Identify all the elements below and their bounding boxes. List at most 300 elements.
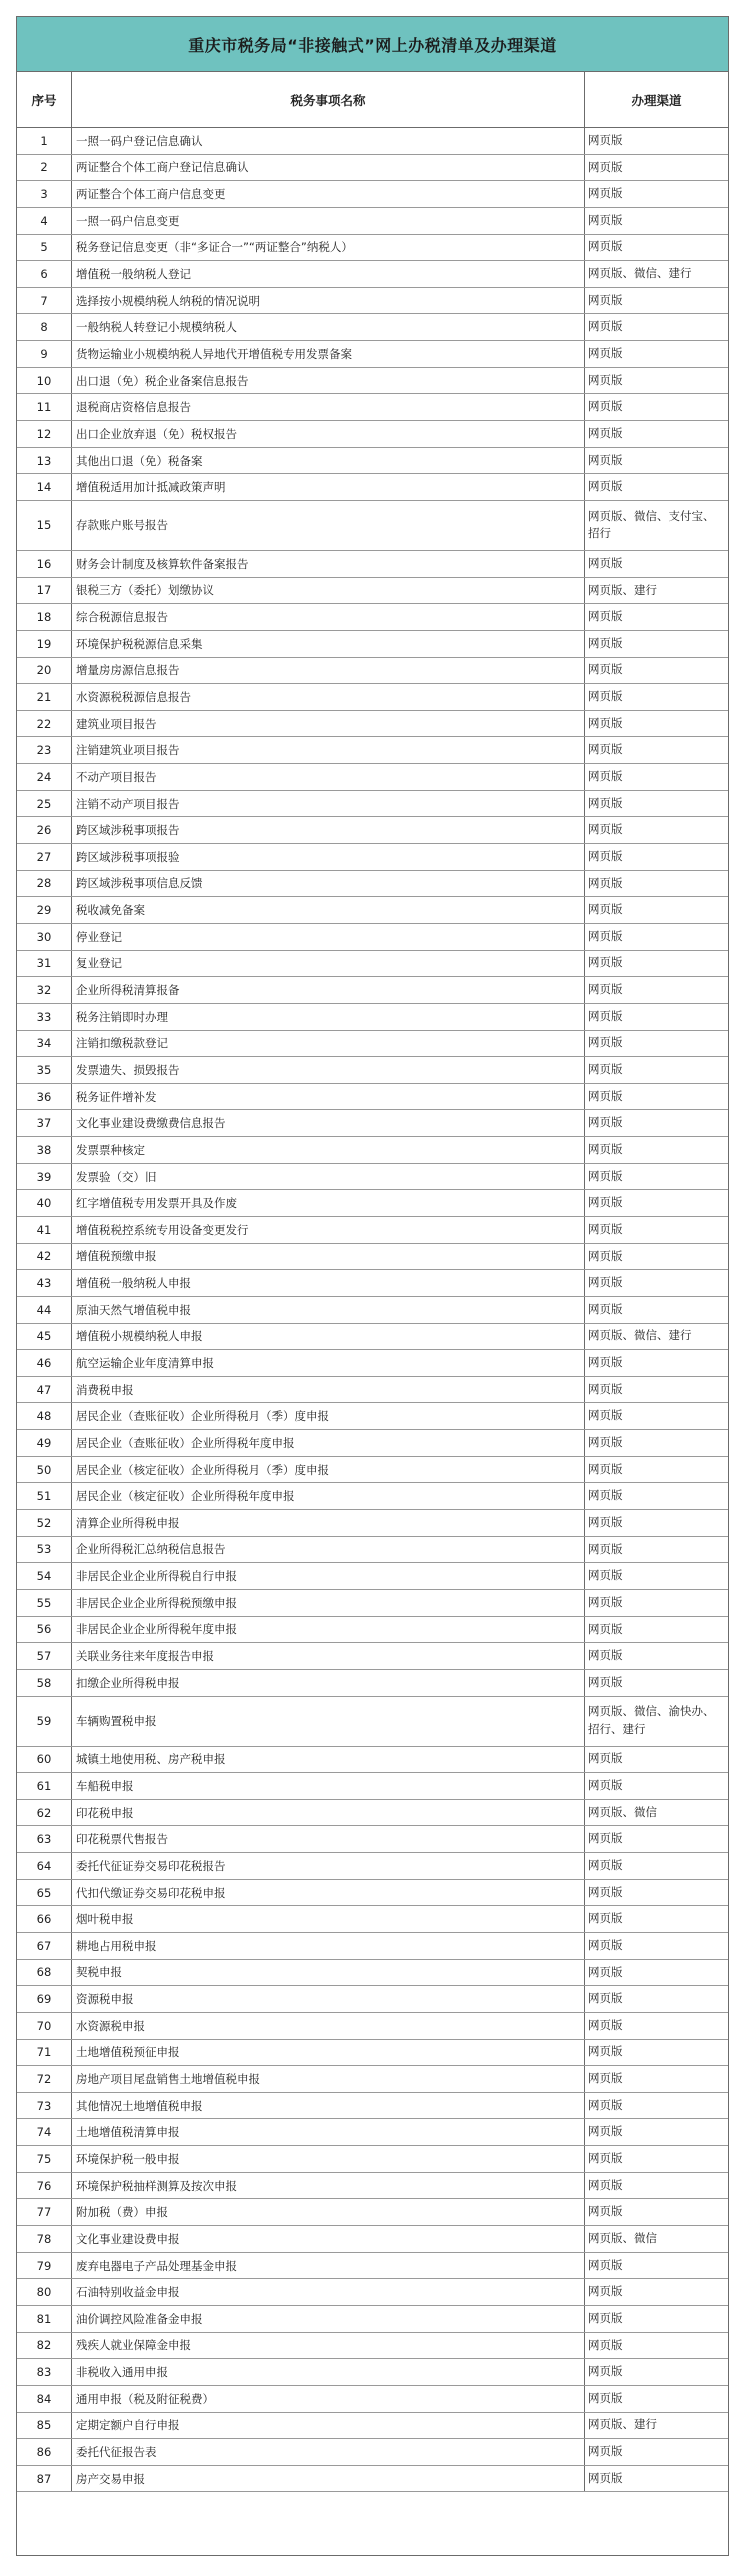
row-channel: 网页版 (588, 212, 623, 227)
row-number: 39 (17, 1164, 72, 1190)
row-number: 87 (17, 2466, 72, 2492)
row-number: 76 (17, 2173, 72, 2199)
row-item-name: 非居民企业企业所得税自行申报 (72, 1563, 585, 1589)
table-row (17, 791, 728, 818)
row-item-name: 不动产项目报告 (72, 764, 585, 790)
table-row (17, 1377, 728, 1404)
row-number: 47 (17, 1377, 72, 1403)
table-row (17, 897, 728, 924)
table-row (17, 1906, 728, 1933)
row-item-name: 环境保护税税源信息采集 (72, 631, 585, 657)
table-row (17, 2119, 728, 2146)
row-number: 30 (17, 924, 72, 950)
table-row (17, 578, 728, 605)
header-no: 序号 (17, 72, 72, 127)
row-item-name: 石油特别收益金申报 (72, 2279, 585, 2305)
row-channel: 网页版 (588, 2177, 623, 2192)
table-row (17, 2333, 728, 2360)
table-row (17, 1510, 728, 1537)
table-row (17, 261, 728, 288)
row-number: 1 (17, 128, 72, 154)
row-number: 38 (17, 1137, 72, 1163)
table-row (17, 2173, 728, 2200)
row-item-name: 两证整合个体工商户信息变更 (72, 181, 585, 207)
row-number: 3 (17, 181, 72, 207)
row-number: 55 (17, 1590, 72, 1616)
row-item-name: 注销扣缴税款登记 (72, 1031, 585, 1057)
row-channel: 网页版 (588, 2390, 623, 2405)
table-row (17, 1643, 728, 1670)
row-item-name: 清算企业所得税申报 (72, 1510, 585, 1536)
row-number: 68 (17, 1960, 72, 1986)
row-item-name: 财务会计制度及核算软件备案报告 (72, 551, 585, 577)
row-channel: 网页版 (588, 1062, 623, 1077)
table-row (17, 448, 728, 475)
row-channel: 网页版 (588, 1408, 623, 1423)
table-row (17, 1430, 728, 1457)
table-row (17, 341, 728, 368)
table-row (17, 2226, 728, 2253)
row-channel: 网页版 (588, 2470, 623, 2485)
table-row (17, 235, 728, 262)
row-item-name: 居民企业（核定征收）企业所得税月（季）度申报 (72, 1457, 585, 1483)
row-item-name: 增量房房源信息报告 (72, 658, 585, 684)
row-channel: 网页版 (588, 1488, 623, 1503)
row-channel: 网页版 (588, 1857, 623, 1872)
row-number: 86 (17, 2439, 72, 2465)
row-item-name: 税务注销即时办理 (72, 1004, 585, 1030)
table-row (17, 844, 728, 871)
table-row (17, 1960, 728, 1987)
table-row (17, 1483, 728, 1510)
row-number: 65 (17, 1880, 72, 1906)
table-row (17, 181, 728, 208)
table-row (17, 394, 728, 421)
table-row (17, 1773, 728, 1800)
row-item-name: 非税收入通用申报 (72, 2359, 585, 2385)
table-row (17, 2093, 728, 2120)
row-number: 72 (17, 2066, 72, 2092)
row-number: 62 (17, 1800, 72, 1826)
row-channel: 网页版 (588, 1674, 623, 1689)
row-item-name: 增值税一般纳税人申报 (72, 1270, 585, 1296)
row-item-name: 车辆购置税申报 (72, 1697, 585, 1746)
row-item-name: 文化事业建设费申报 (72, 2226, 585, 2252)
table-row (17, 1986, 728, 2013)
row-channel: 网页版 (588, 715, 623, 730)
row-number: 79 (17, 2253, 72, 2279)
table-row (17, 951, 728, 978)
row-channel: 网页版 (588, 1435, 623, 1450)
row-item-name: 退税商店资格信息报告 (72, 394, 585, 420)
row-channel: 网页版 (588, 1008, 623, 1023)
row-item-name: 停业登记 (72, 924, 585, 950)
row-number: 70 (17, 2013, 72, 2039)
row-item-name: 资源税申报 (72, 1986, 585, 2012)
table-row (17, 1933, 728, 1960)
row-number: 44 (17, 1297, 72, 1323)
row-channel: 网页版 (588, 452, 623, 467)
row-number: 77 (17, 2199, 72, 2225)
table-row (17, 128, 728, 155)
table-row (17, 1826, 728, 1853)
row-item-name: 跨区域涉税事项报验 (72, 844, 585, 870)
table-row (17, 208, 728, 235)
row-number: 36 (17, 1084, 72, 1110)
row-channel: 网页版、建行 (588, 2417, 657, 2432)
table-row (17, 684, 728, 711)
table-row (17, 1244, 728, 1271)
row-item-name: 其他出口退（免）税备案 (72, 448, 585, 474)
row-item-name: 定期定额户自行申报 (72, 2413, 585, 2439)
row-channel: 网页版 (588, 1035, 623, 1050)
row-channel: 网页版 (588, 2097, 623, 2112)
row-number: 22 (17, 711, 72, 737)
row-item-name: 环境保护税一般申报 (72, 2146, 585, 2172)
table-row (17, 1880, 728, 1907)
row-channel: 网页版 (588, 1648, 623, 1663)
row-number: 32 (17, 977, 72, 1003)
row-item-name: 环境保护税抽样测算及按次申报 (72, 2173, 585, 2199)
row-channel: 网页版 (588, 2044, 623, 2059)
table-row (17, 1217, 728, 1244)
table-title: 重庆市税务局“非接触式”网上办税清单及办理渠道 (17, 17, 728, 72)
row-channel: 网页版 (588, 1541, 623, 1556)
row-channel: 网页版 (588, 1221, 623, 1236)
row-number: 52 (17, 1510, 72, 1536)
row-channel: 网页版 (588, 1991, 623, 2006)
row-channel: 网页版 (588, 2337, 623, 2352)
row-channel: 网页版 (588, 1911, 623, 1926)
row-channel: 网页版 (588, 1381, 623, 1396)
row-item-name: 增值税一般纳税人登记 (72, 261, 585, 287)
table-header (17, 72, 728, 128)
table-row (17, 1590, 728, 1617)
row-item-name: 土地增值税预征申报 (72, 2040, 585, 2066)
row-number: 14 (17, 474, 72, 500)
row-channel: 网页版 (588, 2364, 623, 2379)
row-item-name: 油价调控风险准备金申报 (72, 2306, 585, 2332)
row-item-name: 印花税票代售报告 (72, 1826, 585, 1852)
table-row (17, 1747, 728, 1774)
table-row (17, 2146, 728, 2173)
row-item-name: 税务登记信息变更（非“多证合一”“两证整合”纳税人） (72, 235, 585, 261)
row-channel: 网页版 (588, 1355, 623, 1370)
row-number: 69 (17, 1986, 72, 2012)
row-channel: 网页版 (588, 742, 623, 757)
table-row (17, 658, 728, 685)
row-number: 33 (17, 1004, 72, 1030)
row-item-name: 一般纳税人转登记小规模纳税人 (72, 314, 585, 340)
row-channel: 网页版、建行 (588, 582, 657, 597)
row-item-name: 水资源税申报 (72, 2013, 585, 2039)
row-channel: 网页版、微信 (588, 2230, 657, 2245)
row-item-name: 城镇土地使用税、房产税申报 (72, 1747, 585, 1773)
row-channel: 网页版 (588, 2204, 623, 2219)
row-number: 84 (17, 2386, 72, 2412)
row-number: 10 (17, 368, 72, 394)
table-row (17, 1084, 728, 1111)
row-channel: 网页版 (588, 399, 623, 414)
row-number: 16 (17, 551, 72, 577)
table-row (17, 977, 728, 1004)
row-channel: 网页版、微信 (588, 1804, 657, 1819)
row-number: 82 (17, 2333, 72, 2359)
row-channel: 网页版 (588, 1461, 623, 1476)
row-item-name: 税收减免备案 (72, 897, 585, 923)
table-row (17, 288, 728, 315)
row-item-name: 车船税申报 (72, 1773, 585, 1799)
row-item-name: 增值税适用加计抵减政策声明 (72, 474, 585, 500)
row-item-name: 原油天然气增值税申报 (72, 1297, 585, 1323)
row-number: 45 (17, 1324, 72, 1350)
row-channel: 网页版 (588, 1568, 623, 1583)
row-number: 12 (17, 421, 72, 447)
row-number: 71 (17, 2040, 72, 2066)
row-number: 73 (17, 2093, 72, 2119)
row-number: 40 (17, 1190, 72, 1216)
table-row (17, 2040, 728, 2067)
table-row (17, 314, 728, 341)
row-number: 60 (17, 1747, 72, 1773)
row-channel: 网页版 (588, 292, 623, 307)
row-item-name: 房地产项目尾盘销售土地增值税申报 (72, 2066, 585, 2092)
row-item-name: 企业所得税清算报备 (72, 977, 585, 1003)
table-row (17, 2439, 728, 2466)
table-row (17, 1403, 728, 1430)
row-item-name: 委托代征证券交易印花税报告 (72, 1853, 585, 1879)
row-item-name: 增值税小规模纳税人申报 (72, 1324, 585, 1350)
table-row (17, 711, 728, 738)
row-item-name: 两证整合个体工商户登记信息确认 (72, 155, 585, 181)
table-row (17, 604, 728, 631)
row-channel: 网页版 (588, 902, 623, 917)
row-number: 11 (17, 394, 72, 420)
table-row (17, 1537, 728, 1564)
row-channel: 网页版 (588, 1168, 623, 1183)
row-item-name: 水资源税税源信息报告 (72, 684, 585, 710)
row-number: 21 (17, 684, 72, 710)
table-row (17, 1324, 728, 1351)
row-channel: 网页版 (588, 822, 623, 837)
row-number: 35 (17, 1057, 72, 1083)
row-item-name: 发票票种核定 (72, 1137, 585, 1163)
row-number: 49 (17, 1430, 72, 1456)
row-channel: 网页版 (588, 239, 623, 254)
row-number: 26 (17, 817, 72, 843)
row-item-name: 跨区域涉税事项信息反馈 (72, 871, 585, 897)
row-number: 80 (17, 2279, 72, 2305)
row-channel: 网页版、微信、支付宝、招行 (588, 508, 715, 541)
row-channel: 网页版 (588, 1778, 623, 1793)
row-channel: 网页版 (588, 1831, 623, 1846)
row-channel: 网页版 (588, 955, 623, 970)
table-row (17, 501, 728, 551)
row-channel: 网页版 (588, 1964, 623, 1979)
row-item-name: 发票遗失、损毁报告 (72, 1057, 585, 1083)
row-channel: 网页版 (588, 1248, 623, 1263)
table-row (17, 871, 728, 898)
row-number: 4 (17, 208, 72, 234)
tax-table (16, 16, 729, 2556)
row-channel: 网页版 (588, 2124, 623, 2139)
row-channel: 网页版 (588, 928, 623, 943)
row-item-name: 代扣代缴证券交易印花税申报 (72, 1880, 585, 1906)
row-channel: 网页版 (588, 2071, 623, 2086)
header-item: 税务事项名称 (72, 72, 585, 127)
table-row (17, 1137, 728, 1164)
table-row (17, 1853, 728, 1880)
row-item-name: 土地增值税清算申报 (72, 2119, 585, 2145)
row-item-name: 货物运输业小规模纳税人异地代开增值税专用发票备案 (72, 341, 585, 367)
row-number: 46 (17, 1350, 72, 1376)
row-number: 61 (17, 1773, 72, 1799)
row-item-name: 关联业务往来年度报告申报 (72, 1643, 585, 1669)
row-number: 23 (17, 737, 72, 763)
row-item-name: 出口退（免）税企业备案信息报告 (72, 368, 585, 394)
row-item-name: 委托代征报告表 (72, 2439, 585, 2465)
row-channel: 网页版 (588, 769, 623, 783)
table-row (17, 1270, 728, 1297)
row-channel: 网页版 (588, 848, 623, 863)
row-channel: 网页版 (588, 1301, 623, 1316)
row-number: 2 (17, 155, 72, 181)
row-item-name: 选择按小规模纳税人纳税的情况说明 (72, 288, 585, 314)
row-item-name: 烟叶税申报 (72, 1906, 585, 1932)
row-number: 78 (17, 2226, 72, 2252)
table-row (17, 2013, 728, 2040)
row-item-name: 居民企业（查账征收）企业所得税年度申报 (72, 1430, 585, 1456)
row-item-name: 跨区域涉税事项报告 (72, 817, 585, 843)
row-number: 64 (17, 1853, 72, 1879)
row-item-name: 一照一码户登记信息确认 (72, 128, 585, 154)
row-channel: 网页版、微信、建行 (588, 266, 692, 281)
table-row (17, 1350, 728, 1377)
row-number: 18 (17, 604, 72, 630)
row-item-name: 综合税源信息报告 (72, 604, 585, 630)
row-item-name: 存款账户账号报告 (72, 501, 585, 550)
row-channel: 网页版 (588, 795, 623, 810)
row-item-name: 建筑业项目报告 (72, 711, 585, 737)
row-item-name: 居民企业（核定征收）企业所得税年度申报 (72, 1483, 585, 1509)
header-channel: 办理渠道 (631, 92, 682, 108)
row-item-name: 非居民企业企业所得税年度申报 (72, 1617, 585, 1643)
row-number: 51 (17, 1483, 72, 1509)
row-channel: 网页版 (588, 132, 623, 147)
row-item-name: 残疾人就业保障金申报 (72, 2333, 585, 2359)
row-channel: 网页版 (588, 1751, 623, 1766)
row-item-name: 注销建筑业项目报告 (72, 737, 585, 763)
table-row (17, 2359, 728, 2386)
row-number: 85 (17, 2413, 72, 2439)
row-number: 63 (17, 1826, 72, 1852)
table-row (17, 1057, 728, 1084)
row-number: 54 (17, 1563, 72, 1589)
row-item-name: 航空运输企业年度清算申报 (72, 1350, 585, 1376)
row-item-name: 红字增值税专用发票开具及作废 (72, 1190, 585, 1216)
table-row (17, 2199, 728, 2226)
row-channel: 网页版 (588, 555, 623, 570)
table-row (17, 631, 728, 658)
row-item-name: 复业登记 (72, 951, 585, 977)
table-row (17, 1697, 728, 1747)
row-item-name: 银税三方（委托）划缴协议 (72, 578, 585, 604)
row-channel: 网页版、微信、建行 (588, 1328, 692, 1343)
row-item-name: 增值税税控系统专用设备变更发行 (72, 1217, 585, 1243)
table-row (17, 817, 728, 844)
row-number: 48 (17, 1403, 72, 1429)
row-channel: 网页版 (588, 1621, 623, 1636)
row-channel: 网页版 (588, 2444, 623, 2459)
row-channel: 网页版 (588, 2017, 623, 2032)
row-number: 20 (17, 658, 72, 684)
row-number: 74 (17, 2119, 72, 2145)
row-number: 8 (17, 314, 72, 340)
row-number: 24 (17, 764, 72, 790)
table-row (17, 924, 728, 951)
row-item-name: 文化事业建设费缴费信息报告 (72, 1110, 585, 1136)
row-number: 75 (17, 2146, 72, 2172)
row-channel: 网页版 (588, 2310, 623, 2325)
row-channel: 网页版 (588, 1195, 623, 1210)
table-row (17, 551, 728, 578)
row-number: 15 (17, 501, 72, 550)
row-channel: 网页版 (588, 689, 623, 704)
table-row (17, 2386, 728, 2413)
row-number: 31 (17, 951, 72, 977)
row-channel: 网页版 (588, 1594, 623, 1609)
table-row (17, 421, 728, 448)
row-number: 66 (17, 1906, 72, 1932)
row-channel: 网页版 (588, 319, 623, 334)
row-number: 81 (17, 2306, 72, 2332)
table-row (17, 1297, 728, 1324)
row-channel: 网页版 (588, 635, 623, 650)
table-row (17, 1457, 728, 1484)
table-row (17, 2466, 728, 2493)
table-row (17, 2066, 728, 2093)
row-channel: 网页版 (588, 609, 623, 624)
row-number: 59 (17, 1697, 72, 1746)
table-row (17, 1110, 728, 1137)
table-row (17, 764, 728, 791)
row-number: 28 (17, 871, 72, 897)
row-number: 6 (17, 261, 72, 287)
row-channel: 网页版 (588, 2151, 623, 2166)
row-channel: 网页版 (588, 425, 623, 440)
table-row (17, 1670, 728, 1697)
row-item-name: 耕地占用税申报 (72, 1933, 585, 1959)
row-number: 5 (17, 235, 72, 261)
row-channel: 网页版 (588, 1088, 623, 1103)
table-row (17, 1617, 728, 1644)
table-row (17, 2413, 728, 2440)
table-row (17, 2306, 728, 2333)
table-row (17, 1563, 728, 1590)
row-number: 67 (17, 1933, 72, 1959)
row-number: 29 (17, 897, 72, 923)
table-row (17, 1164, 728, 1191)
row-number: 13 (17, 448, 72, 474)
row-number: 53 (17, 1537, 72, 1563)
table-body (17, 128, 728, 2492)
row-number: 42 (17, 1244, 72, 1270)
row-number: 27 (17, 844, 72, 870)
row-channel: 网页版 (588, 159, 623, 174)
row-item-name: 税务证件增补发 (72, 1084, 585, 1110)
row-channel: 网页版、微信、渝快办、招行、建行 (588, 1704, 715, 1737)
row-number: 50 (17, 1457, 72, 1483)
